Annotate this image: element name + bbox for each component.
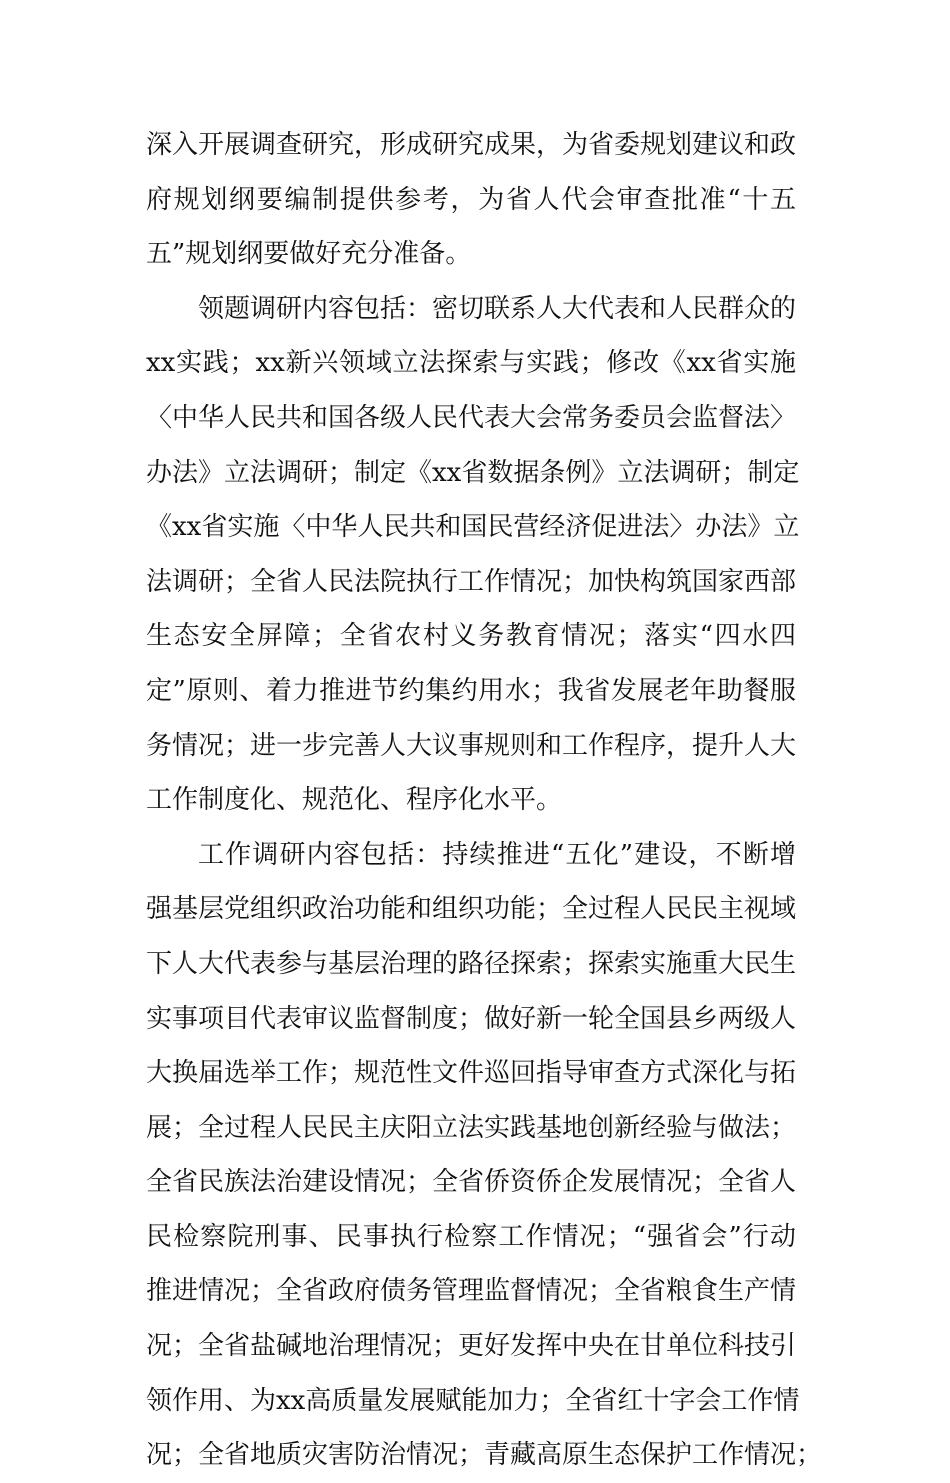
- text-line: 实事项目代表审议监督制度；做好新一轮全国县乡两级人: [146, 1003, 797, 1034]
- text-line: 下人大代表参与基层治理的路径探索；探索实施重大民生: [146, 948, 797, 979]
- text-line: 展；全过程人民民主庆阳立法实践基地创新经验与做法；: [146, 1112, 797, 1143]
- text-line: 深入开展调查研究，形成研究成果，为省委规划建议和政: [146, 130, 797, 160]
- text-line: 大换届选举工作；规范性文件巡回指导审查方式深化与拓: [146, 1058, 797, 1089]
- text-line: 法调研；全省人民法院执行工作情况；加快构筑国家西部: [146, 566, 797, 597]
- text-line: 办法》立法调研；制定《xx省数据条例》立法调研；制定: [146, 457, 800, 488]
- text-line: 〈中华人民共和国各级人民代表大会常务委员会监督法〉: [146, 402, 797, 433]
- text-line: 全省民族法治建设情况；全省侨资侨企发展情况；全省人: [146, 1167, 797, 1198]
- text-line: 工作制度化、规范化、程序化水平。: [146, 785, 563, 816]
- text-line: 推进情况；全省政府债务管理监督情况；全省粮食生产情: [146, 1276, 797, 1307]
- paragraph-first-line: 工作调研内容包括：持续推进“五化”建设，不断增: [198, 839, 796, 870]
- text-line: 领作用、为xx高质量发展赋能加力；全省红十字会工作情: [146, 1385, 800, 1416]
- paragraph-first-line: 领题调研内容包括：密切联系人大代表和人民群众的: [198, 293, 797, 324]
- text-line: 况；全省地质灾害防治情况；青藏高原生态保护工作情况；: [146, 1440, 823, 1471]
- text-line: 况；全省盐碱地治理情况；更好发挥中央在甘单位科技引: [146, 1331, 797, 1362]
- text-line: 务情况；进一步完善人大议事规则和工作程序，提升人大: [146, 730, 797, 761]
- text-line: 五”规划纲要做好充分准备。: [146, 239, 472, 270]
- text-line: 生态安全屏障；全省农村义务教育情况；落实“四水四: [146, 621, 796, 652]
- document-body: [146, 118, 823, 1483]
- text-line: xx实践；xx新兴领域立法探索与实践；修改《xx省实施: [146, 348, 796, 379]
- text-line: 《xx省实施〈中华人民共和国民营经济促进法〉办法》立: [146, 512, 800, 543]
- text-line: 定”原则、着力推进节约集约用水；我省发展老年助餐服: [146, 675, 796, 706]
- text-line: 强基层党组织政治功能和组织功能；全过程人民民主视域: [146, 894, 797, 925]
- text-line: 府规划纲要编制提供参考，为省人代会审查批准“十五: [146, 184, 796, 215]
- text-line: 民检察院刑事、民事执行检察工作情况；“强省会”行动: [146, 1221, 796, 1252]
